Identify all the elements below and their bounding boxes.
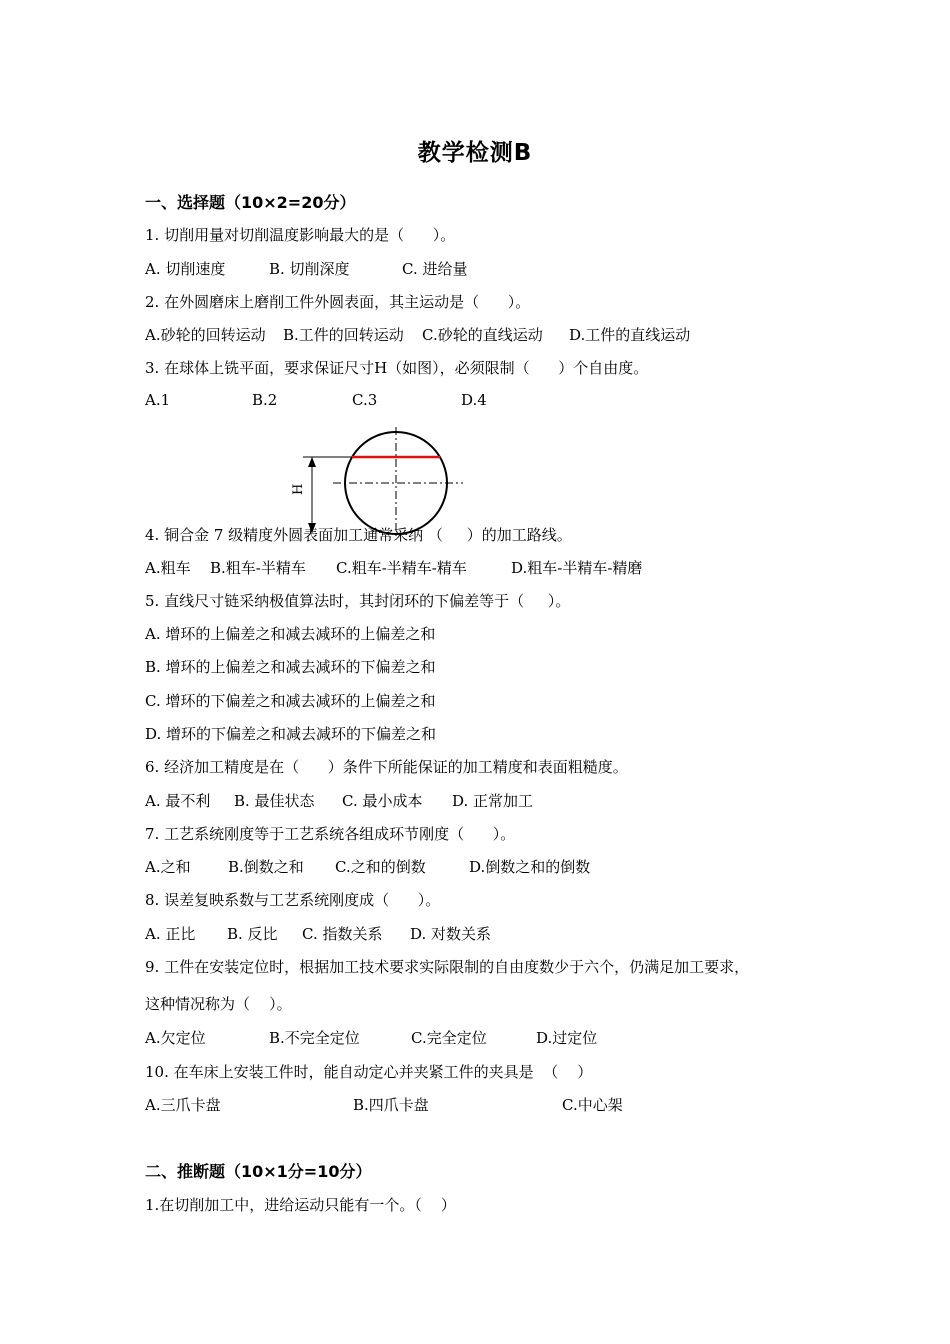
option-c: C.粗车-半精车-精车: [336, 559, 467, 577]
question-4-stem: 4. 铜合金 7 级精度外圆表面加工通常采纳 （ ）的加工路线。: [145, 526, 572, 544]
option-b: B.2: [252, 391, 278, 409]
question-9-stem: 9. 工件在安装定位时，根据加工技术要求实际限制的自由度数少于六个，仍满足加工要求，: [145, 958, 750, 976]
question-5-option-d: D. 增环的下偏差之和减去减环的下偏差之和: [145, 725, 437, 743]
question-1-stem: 1. 切削用量对切削温度影响最大的是（ ）。: [145, 226, 456, 244]
question-9-stem-continued: 这种情况称为（ ）。: [145, 995, 292, 1013]
option-d: D.过定位: [536, 1029, 598, 1047]
option-b: B.四爪卡盘: [353, 1096, 429, 1114]
option-c: C.之和的倒数: [335, 858, 426, 876]
option-a: A. 正比: [145, 925, 196, 943]
question-10-options: [145, 1094, 845, 1116]
question-8-options: [145, 923, 845, 945]
option-d: D.粗车-半精车-精磨: [511, 559, 643, 577]
question-3-stem: 3. 在球体上铣平面，要求保证尺寸H（如图），必须限制（ ）个自由度。: [145, 359, 649, 377]
document-title: 教学检测B: [417, 140, 533, 166]
question-6-options: [145, 790, 845, 812]
option-a: A. 最不利: [145, 792, 211, 810]
question-1-options: [145, 258, 845, 280]
option-c: C.中心架: [562, 1096, 623, 1114]
option-a: A.三爪卡盘: [145, 1096, 221, 1114]
option-b: B. 切削深度: [269, 260, 350, 278]
option-b: B. 最佳状态: [234, 792, 315, 810]
question-4-options: [145, 557, 845, 579]
option-a: A.欠定位: [145, 1029, 206, 1047]
option-c: C. 进给量: [402, 260, 468, 278]
question-9-options: [145, 1027, 845, 1049]
option-d: D.倒数之和的倒数: [469, 858, 591, 876]
question-10-stem: 10. 在车床上安装工件时，能自动定心并夹紧工件的夹具是 （ ）: [145, 1063, 593, 1081]
option-a: A.砂轮的回转运动: [145, 326, 266, 344]
option-a: A. 切削速度: [145, 260, 226, 278]
question-6-stem: 6. 经济加工精度是在（ ）条件下所能保证的加工精度和表面粗糙度。: [145, 758, 628, 776]
option-c: C.砂轮的直线运动: [422, 326, 543, 344]
question-2-options: [145, 324, 845, 346]
question-2-stem: 2. 在外圆磨床上磨削工件外圆表面，其主运动是（ ）。: [145, 293, 531, 311]
option-c: C.3: [352, 391, 378, 409]
question-5-option-c: C. 增环的下偏差之和减去减环的上偏差之和: [145, 692, 436, 710]
option-a: A.1: [145, 391, 171, 409]
option-c: C.完全定位: [411, 1029, 487, 1047]
option-a: A.粗车: [145, 559, 191, 577]
question-5-stem: 5. 直线尺寸链采纳极值算法时，其封闭环的下偏差等于（ ）。: [145, 592, 571, 610]
arrow-up-icon: [308, 457, 316, 467]
option-b: B.倒数之和: [228, 858, 304, 876]
question-8-stem: 8. 误差复映系数与工艺系统刚度成（ ）。: [145, 891, 441, 909]
question-7-options: [145, 856, 845, 878]
option-b: B.不完全定位: [269, 1029, 360, 1047]
option-b: B. 反比: [227, 925, 278, 943]
question-5-option-a: A. 增环的上偏差之和减去减环的上偏差之和: [145, 625, 436, 643]
option-d: D.工件的直线运动: [569, 326, 691, 344]
option-d: D.4: [461, 391, 487, 409]
question-7-stem: 7. 工艺系统刚度等于工艺系统各组成环节刚度（ ）。: [145, 825, 516, 843]
section-heading-choice: 一、选择题（10×2=20分）: [145, 193, 356, 212]
option-c: C. 最小成本: [342, 792, 423, 810]
dimension-label-h: H: [291, 483, 306, 495]
section-heading-judgement: 二、推断题（10×1分=10分）: [145, 1162, 372, 1181]
option-b: B.粗车-半精车: [210, 559, 306, 577]
option-b: B.工件的回转运动: [283, 326, 404, 344]
option-c: C. 指数关系: [302, 925, 383, 943]
question-5-option-b: B. 增环的上偏差之和减去减环的下偏差之和: [145, 658, 436, 676]
option-a: A.之和: [145, 858, 191, 876]
question-3-options: [145, 391, 845, 413]
option-d: D. 正常加工: [452, 792, 534, 810]
option-d: D. 对数关系: [410, 925, 492, 943]
sphere-milling-figure: [285, 425, 475, 540]
judgement-1-stem: 1.在切削加工中，进给运动只能有一个。（ ）: [145, 1196, 456, 1214]
